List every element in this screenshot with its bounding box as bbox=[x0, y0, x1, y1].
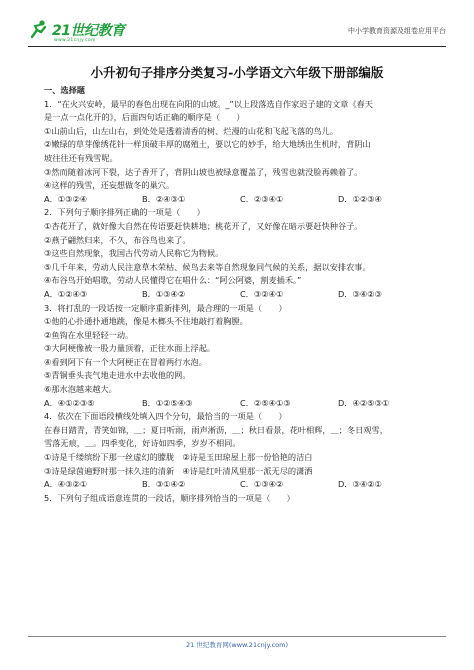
q2-item: ③这些自然现象，我国古代劳动人民称它为物候。 bbox=[44, 248, 224, 259]
q3-item: ③大阿梗像被一股力量顶着，正往水面上浮起。 bbox=[44, 343, 216, 354]
q4-passage: 雪落无痕，＿。四季变化，好诗如四季，岁岁不相同。 bbox=[44, 438, 241, 449]
q4-option-d[interactable]: D．③④②① bbox=[338, 479, 382, 490]
q2-option-a[interactable]: A．①②④③ bbox=[44, 288, 88, 299]
header-divider bbox=[28, 46, 446, 47]
page-title: 小升初句子排序分类复习-小学语文六年级下册部编版 bbox=[90, 65, 384, 80]
q3-item: ⑤青铜垂头丧气地走进水中去收他的网。 bbox=[44, 370, 191, 381]
q1-stem: 1．“在火兴安岭，最早的春色出现在向阳的山坡。_”以上段落选自作家迟子建的文章《春天 bbox=[44, 98, 373, 109]
q1-item: ①山前山后，山左山右，到处处是透着清香的树、烂漫的山花和飞起飞落的鸟儿。 bbox=[44, 125, 338, 136]
q3-option-a[interactable]: A．④①②③⑤ bbox=[44, 397, 95, 408]
q1-option-a[interactable]: A．①③②④ bbox=[44, 193, 88, 204]
logo-subtext: www.21cnjy.com bbox=[54, 38, 96, 43]
q5-stem: 5．下列句子组成语意连贯的一段话，顺序排列恰当的一项是（ ） bbox=[44, 492, 295, 503]
q3-options bbox=[44, 397, 439, 411]
q4-option-b[interactable]: B．③①④② bbox=[142, 479, 186, 490]
q2-stem: 2．下列句子顺序排列正确的一项是（ ） bbox=[44, 207, 205, 218]
q2-option-c[interactable]: C．③②④① bbox=[240, 288, 284, 299]
q3-option-b[interactable]: B．①②⑤④③ bbox=[142, 397, 193, 408]
q3-item: ④看到阿下有一个大阿梗正在冒着两行水泡。 bbox=[44, 356, 207, 367]
q4-options bbox=[44, 478, 439, 492]
q1-option-b[interactable]: B．②④③① bbox=[142, 193, 186, 204]
q2-item: ①杏花开了，就好像大自然在传语要赶快耕地；桃花开了，又好像在暗示要赶快种谷子。 bbox=[44, 220, 363, 231]
q3-stem: 3．将打乱的一段话按一定顺序重新排列，最合理的一项是（ ） bbox=[44, 302, 287, 313]
logo-text: 21世纪教育 bbox=[52, 23, 125, 39]
page-footer[interactable]: 21 世纪教育网(www.21cnjy.com) bbox=[186, 641, 288, 649]
page-header bbox=[28, 18, 446, 44]
q1-option-c[interactable]: C．②③④① bbox=[240, 193, 284, 204]
q3-item: ⑥那水泡越来越大。 bbox=[44, 384, 117, 395]
q4-item: ③诗是绿茵遍野时那一抹久违的清新 ④诗是红叶清风里那一派无尽的潇洒 bbox=[44, 465, 313, 476]
q3-item: ②鱼钩在水里轻轻一动。 bbox=[44, 329, 134, 340]
document-body bbox=[44, 84, 439, 505]
q4-passage: 在春日踏青，青笑如锦，＿；夏日听雨，雨声淅沥，＿；秋日看景，花叶相辉，＿；冬日观雪， bbox=[44, 424, 388, 435]
q2-option-d[interactable]: D．③④②③ bbox=[338, 288, 382, 299]
q2-options bbox=[44, 288, 439, 302]
section-heading: 一、选择题 bbox=[44, 85, 85, 95]
platform-name: 中小学教育资源及组卷应用平台 bbox=[348, 27, 446, 35]
q3-option-c[interactable]: C．②⑤④①③ bbox=[240, 397, 291, 408]
q1-item: ③然而随着冰河下裂，达子香开了，背阴山坡也被绿意覆盖了，残雪也就没脸再赖着了。 bbox=[44, 166, 363, 177]
q2-option-b[interactable]: B．①③④② bbox=[142, 288, 186, 299]
footer-divider bbox=[28, 636, 446, 637]
q1-options bbox=[44, 193, 439, 207]
q1-item: ②嫩绿的草芽像绣花针一样顶破丰厚的腐殖土，要以它的妙手，给大地绣出生机时，背阴山 bbox=[44, 139, 371, 150]
q2-item: ②燕子翩然归来，不久，布谷鸟也来了。 bbox=[44, 234, 191, 245]
q1-stem: 是一点一点化开的》，后面四句话正确的顺序是（ ） bbox=[44, 112, 245, 123]
q4-option-c[interactable]: C．①③④② bbox=[240, 479, 284, 490]
q1-item: 坡往往还有残雪呢。 bbox=[44, 152, 118, 163]
q3-item: ①他的心扑通扑通地跳，像是木榔头不住地敲打着胸膛。 bbox=[44, 316, 248, 327]
q4-stem: 4．依次在下面语段横线处填入四个分句，最恰当的一项是（ ） bbox=[44, 411, 287, 422]
q4-item: ①诗是千缕缤纷下那一丝虚幻的朦胧 ②诗是玉田琼屋上那一份恰艳的洁白 bbox=[44, 452, 313, 463]
q2-item: ⑤几千年来，劳动人民注意草木荣枯、候鸟去来等自然现象同气候的关系，据以安排农事。 bbox=[44, 261, 371, 272]
q1-option-d[interactable]: D．①②③④ bbox=[338, 193, 382, 204]
q4-option-a[interactable]: A．④③②① bbox=[44, 479, 88, 490]
q1-item: ④这样的残雪，还妄想做冬的巢穴。 bbox=[44, 180, 175, 191]
runner-logo-icon bbox=[28, 19, 50, 41]
q2-item: ④布谷鸟开始唱歌，劳动人民懂得它在唱什么：“阿公阿婆，割麦插禾。” bbox=[44, 275, 302, 286]
q3-option-d[interactable]: D．④②⑤③① bbox=[338, 397, 390, 408]
